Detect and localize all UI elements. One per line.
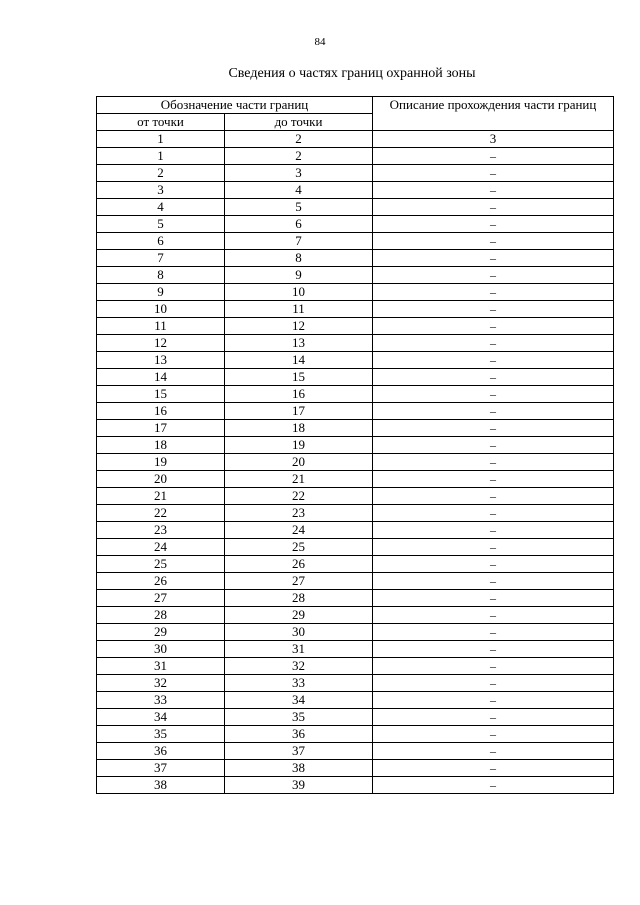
from-point-cell: 10 [97,301,225,318]
from-point-cell: 15 [97,386,225,403]
table-row [97,573,614,590]
description-cell: – [373,250,614,267]
to-point-cell: 35 [225,709,373,726]
to-point-cell: 23 [225,505,373,522]
table-row [97,522,614,539]
description-cell: – [373,760,614,777]
table-row [97,471,614,488]
description-cell: – [373,743,614,760]
description-cell: – [373,777,614,794]
from-point-cell: 34 [97,709,225,726]
from-point-cell: 18 [97,437,225,454]
page-number: 84 [314,36,326,48]
column-index-1: 1 [97,131,225,148]
header-boundary-part-designation: Обозначение части границ [97,97,373,114]
description-cell: – [373,522,614,539]
to-point-cell: 8 [225,250,373,267]
from-point-cell: 19 [97,454,225,471]
from-point-cell: 22 [97,505,225,522]
description-cell: – [373,182,614,199]
description-cell: – [373,301,614,318]
to-point-cell: 27 [225,573,373,590]
description-cell: – [373,233,614,250]
table-row [97,403,614,420]
description-cell: – [373,675,614,692]
table-row [97,454,614,471]
from-point-cell: 11 [97,318,225,335]
from-point-cell: 29 [97,624,225,641]
from-point-cell: 14 [97,369,225,386]
to-point-cell: 9 [225,267,373,284]
table-row [97,267,614,284]
table-row [97,692,614,709]
to-point-cell: 25 [225,539,373,556]
to-point-cell: 14 [225,352,373,369]
from-point-cell: 26 [97,573,225,590]
description-cell: – [373,318,614,335]
from-point-cell: 5 [97,216,225,233]
to-point-cell: 11 [225,301,373,318]
to-point-cell: 4 [225,182,373,199]
document-title: Сведения о частях границ охранной зоны [228,66,476,81]
description-cell: – [373,437,614,454]
to-point-cell: 10 [225,284,373,301]
to-point-cell: 18 [225,420,373,437]
table-row [97,607,614,624]
description-cell: – [373,692,614,709]
to-point-cell: 16 [225,386,373,403]
from-point-cell: 24 [97,539,225,556]
to-point-cell: 22 [225,488,373,505]
to-point-cell: 21 [225,471,373,488]
description-cell: – [373,505,614,522]
to-point-cell: 5 [225,199,373,216]
to-point-cell: 19 [225,437,373,454]
table-row [97,709,614,726]
table-row [97,777,614,794]
from-point-cell: 32 [97,675,225,692]
column-index-3: 3 [373,131,614,148]
description-cell: – [373,199,614,216]
from-point-cell: 1 [97,148,225,165]
to-point-cell: 37 [225,743,373,760]
from-point-cell: 6 [97,233,225,250]
table-row [97,165,614,182]
to-point-cell: 26 [225,556,373,573]
table-row [97,386,614,403]
to-point-cell: 29 [225,607,373,624]
from-point-cell: 9 [97,284,225,301]
from-point-cell: 31 [97,658,225,675]
table-row [97,318,614,335]
table-row [97,658,614,675]
description-cell: – [373,488,614,505]
description-cell: – [373,216,614,233]
description-cell: – [373,454,614,471]
table-row [97,182,614,199]
table-body [97,148,614,794]
from-point-cell: 25 [97,556,225,573]
table-row [97,148,614,165]
to-point-cell: 17 [225,403,373,420]
from-point-cell: 8 [97,267,225,284]
table-row [97,743,614,760]
description-cell: – [373,267,614,284]
table-row [97,233,614,250]
table-row [97,590,614,607]
table-row [97,369,614,386]
table-row [97,624,614,641]
from-point-cell: 17 [97,420,225,437]
to-point-cell: 12 [225,318,373,335]
to-point-cell: 39 [225,777,373,794]
to-point-cell: 15 [225,369,373,386]
from-point-cell: 2 [97,165,225,182]
to-point-cell: 20 [225,454,373,471]
to-point-cell: 7 [225,233,373,250]
from-point-cell: 13 [97,352,225,369]
description-cell: – [373,624,614,641]
from-point-cell: 30 [97,641,225,658]
header-description: Описание прохождения части границ [373,97,614,131]
table-row [97,675,614,692]
table-row [97,352,614,369]
to-point-cell: 3 [225,165,373,182]
from-point-cell: 38 [97,777,225,794]
to-point-cell: 2 [225,148,373,165]
table-row [97,505,614,522]
description-cell: – [373,641,614,658]
to-point-cell: 32 [225,658,373,675]
description-cell: – [373,369,614,386]
to-point-cell: 34 [225,692,373,709]
table-row [97,301,614,318]
description-cell: – [373,556,614,573]
table-row [97,216,614,233]
table-row [97,437,614,454]
description-cell: – [373,658,614,675]
from-point-cell: 35 [97,726,225,743]
from-point-cell: 7 [97,250,225,267]
table-row [97,641,614,658]
description-cell: – [373,607,614,624]
description-cell: – [373,709,614,726]
header-from-point: от точки [97,114,225,131]
description-cell: – [373,726,614,743]
table-row [97,488,614,505]
to-point-cell: 6 [225,216,373,233]
to-point-cell: 38 [225,760,373,777]
from-point-cell: 27 [97,590,225,607]
table-row [97,284,614,301]
column-index-2: 2 [225,131,373,148]
header-to-point: до точки [225,114,373,131]
from-point-cell: 12 [97,335,225,352]
from-point-cell: 36 [97,743,225,760]
table-row [97,556,614,573]
from-point-cell: 33 [97,692,225,709]
table-row [97,539,614,556]
description-cell: – [373,284,614,301]
table-row [97,335,614,352]
table-row [97,199,614,216]
to-point-cell: 31 [225,641,373,658]
from-point-cell: 21 [97,488,225,505]
table-row [97,420,614,437]
to-point-cell: 13 [225,335,373,352]
from-point-cell: 4 [97,199,225,216]
description-cell: – [373,148,614,165]
description-cell: – [373,539,614,556]
table-row [97,760,614,777]
description-cell: – [373,471,614,488]
description-cell: – [373,165,614,182]
to-point-cell: 36 [225,726,373,743]
to-point-cell: 24 [225,522,373,539]
from-point-cell: 16 [97,403,225,420]
boundary-parts-table [96,96,614,794]
description-cell: – [373,352,614,369]
description-cell: – [373,335,614,352]
description-cell: – [373,420,614,437]
to-point-cell: 33 [225,675,373,692]
from-point-cell: 3 [97,182,225,199]
from-point-cell: 37 [97,760,225,777]
description-cell: – [373,403,614,420]
from-point-cell: 20 [97,471,225,488]
description-cell: – [373,590,614,607]
to-point-cell: 30 [225,624,373,641]
description-cell: – [373,386,614,403]
table-row [97,250,614,267]
to-point-cell: 28 [225,590,373,607]
from-point-cell: 28 [97,607,225,624]
description-cell: – [373,573,614,590]
table-row [97,726,614,743]
from-point-cell: 23 [97,522,225,539]
